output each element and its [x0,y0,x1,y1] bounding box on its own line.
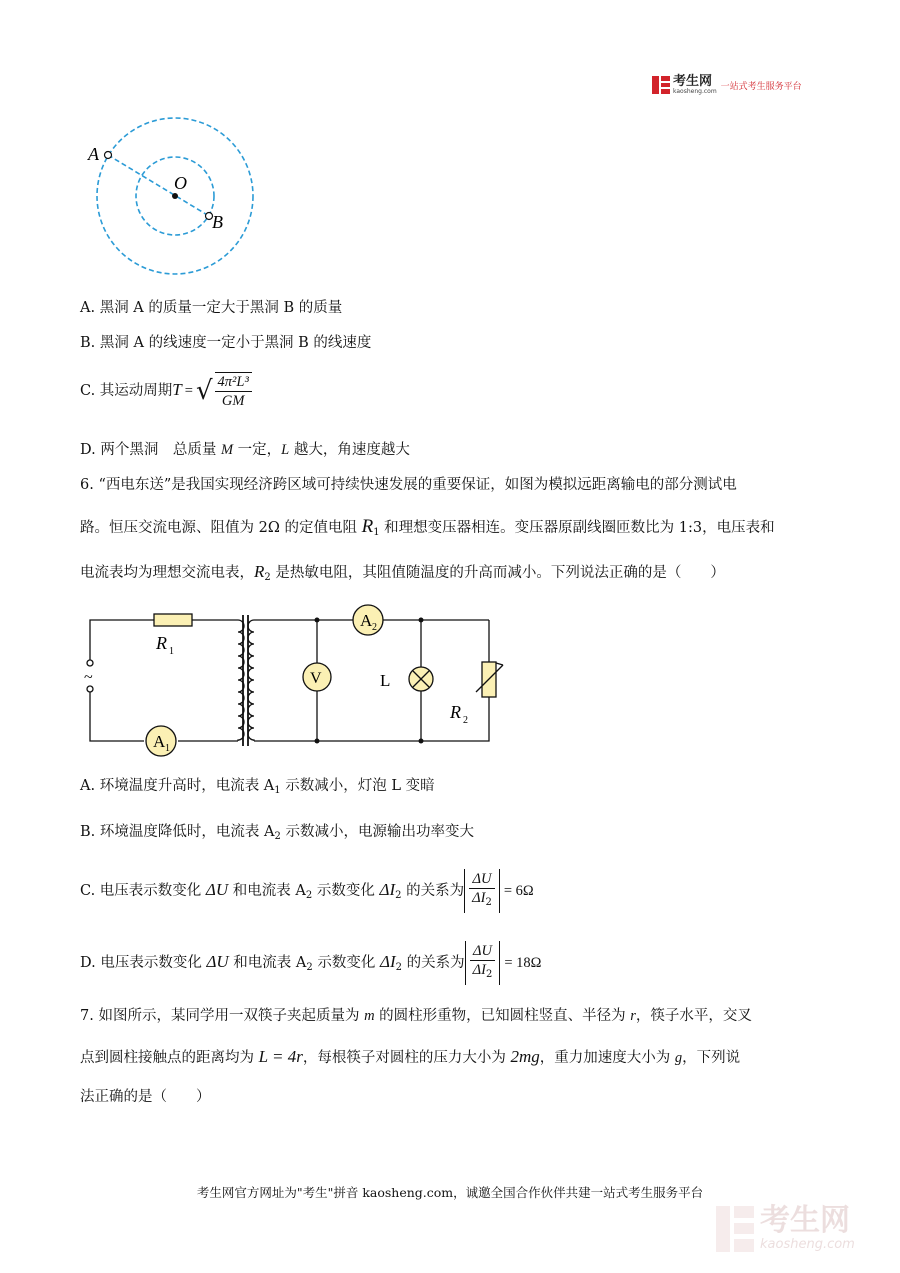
q6-c-text3: 示数变化 [312,883,380,899]
q6-l2-a: 路。恒压交流电源、阻值为 2Ω 的定值电阻 [80,520,362,536]
q7-l2-eq: L = 4r [258,1047,303,1066]
ac-terminal-bottom [87,686,93,692]
q6-d-sub: 2 [306,962,313,973]
q6-c-text4: 的关系为 [401,883,465,899]
junction-dot [419,739,424,744]
v-label: V [310,670,322,687]
a1-label: A [153,732,166,751]
q7-line2 [80,1047,740,1068]
q5-option-c [80,372,254,410]
header-logo [652,74,802,96]
q6-b-text2: 示数减小，电源输出功率变大 [280,824,474,840]
q6-c-abs [464,869,500,913]
label-o: O [174,173,187,193]
q5-option-a: A. 黑洞 A 的质量一定大于黑洞 B 的质量 [80,300,343,316]
q6-l2-b: 和理想变压器相连。变压器原副线圈匝数比为 1:3，电压表和 [379,520,775,536]
q6-option-b [80,822,474,847]
q6-d-abs [465,941,501,985]
q6-c-val: = 6Ω [503,883,534,899]
circuit-diagram [78,600,508,760]
q6-d-text2: 和电流表 A [228,955,307,971]
q5-option-d [80,440,410,460]
q7-l1-r: r [630,1008,636,1024]
q6-d-du: ΔU [206,952,229,971]
q6-c-text1: C. 电压表示数变化 [80,883,206,899]
logo-url: kaosheng.com [673,87,717,95]
q7-line1 [80,1006,752,1026]
junction-dot [315,618,320,623]
q7-l2-f: 2mg [510,1047,540,1066]
q5-d-text2: 一定， [233,442,282,458]
q5-c-fraction [215,372,252,410]
q5-c-den: GM [221,393,245,409]
q6-b-sub: 2 [274,831,281,842]
q7-l1-a: 7. 如图所示，某同学用一双筷子夹起质量为 [80,1008,365,1024]
r1-sub: 1 [169,646,174,657]
watermark-name: 考生网 [760,1203,850,1238]
q7-line3: 法正确的是（ ） [80,1089,211,1105]
logo-icon [652,76,670,94]
q7-l1-b: 的圆柱形重物，已知圆柱竖直、半径为 [374,1008,631,1024]
q5-d-l: L [281,442,290,458]
q6-d-text1: D. 电压表示数变化 [80,955,207,971]
q5-d-text1: D. 两个黑洞 总质量 [80,442,221,458]
q6-a-text1: A. 环境温度升高时，电流表 A [80,778,275,794]
sqrt-icon: √ [195,376,213,406]
q6-a-sub: 1 [274,785,281,796]
a2-label: A [360,611,373,630]
q6-option-c [80,868,534,918]
a1-sub: 1 [165,743,170,754]
q6-c-du: ΔU [205,880,229,899]
watermark [716,1205,855,1252]
ac-terminal-top [87,660,93,666]
q6-d-den: ΔI [472,962,486,978]
q5-c-lhs: T [172,380,182,399]
q6-b-text1: B. 环境温度降低时，电流表 A [80,824,275,840]
q6-d-text4: 的关系为 [402,955,465,971]
q6-d-di-sub: 2 [395,962,403,973]
label-a: A [88,144,99,164]
watermark-logo-icon [716,1206,754,1252]
q6-l2-rsub: 1 [373,527,380,538]
q7-l1-c: ，筷子水平，交叉 [635,1008,752,1024]
q6-c-sub: 2 [305,890,313,901]
r2-sub: 2 [463,715,468,726]
center-point [172,193,178,199]
r1-resistor [154,614,192,626]
lamp-label: L [380,671,391,690]
q6-c-den-sub: 2 [485,897,492,908]
q7-l2-c: ，重力加速度大小为 [539,1050,675,1066]
label-b: B [212,212,223,232]
q7-l2-a: 点到圆柱接触点的距离均为 [80,1050,259,1066]
watermark-url: kaosheng.com [760,1237,855,1252]
q6-line2 [80,517,775,543]
logo-name: 考生网 [673,73,713,89]
q5-option-b: B. 黑洞 A 的线速度一定小于黑洞 B 的线速度 [80,335,372,351]
binary-black-hole-figure [85,112,265,282]
logo-slogan: 一站式考生服务平台 [720,81,802,92]
q6-a-text2: 示数减小，灯泡 L 变暗 [280,778,435,794]
q6-d-text3: 示数变化 [312,955,380,971]
r1-label: R [156,633,167,653]
q7-l1-m: m [364,1008,375,1024]
q6-option-a [80,776,435,801]
ac-source-label: ~ [84,669,93,686]
black-hole-a [105,152,112,159]
q6-l3-r: R [254,562,265,581]
q6-c-text2: 和电流表 A [228,883,306,899]
q5-option-c-prefix: C. 其运动周期 [80,383,173,399]
q5-c-num: 4π²L³ [215,373,252,392]
q6-c-den: ΔI [472,890,486,906]
q6-line1: 6. “西电东送”是我国实现经济跨区域可持续快速发展的重要保证，如图为模拟远距离输电的部分测试电 [80,477,737,493]
q6-line3 [80,562,725,588]
q7-l2-d: ，下列说 [682,1050,741,1066]
q5-c-eq: = [184,383,193,399]
connecting-line [108,155,209,216]
q6-d-num: ΔU [470,942,496,961]
q5-d-m: M [220,442,234,458]
q6-l3-b: 是热敏电阻，其阻值随温度的升高而减小。下列说法正确的是（ ） [270,565,725,581]
r2-label: R [450,702,461,722]
junction-dot [419,618,424,623]
q6-l2-r: R [361,516,374,537]
q6-c-fraction [469,870,495,912]
q6-c-di: ΔI [379,880,396,899]
a2-sub: 2 [372,622,377,633]
q6-d-fraction [470,942,496,984]
q6-l3-a: 电流表均为理想交流电表， [80,565,254,581]
q6-option-d [80,940,541,990]
q6-d-val: = 18Ω [504,955,542,971]
q6-c-num: ΔU [469,870,495,889]
junction-dot [315,739,320,744]
q6-c-di-sub: 2 [395,890,402,901]
q6-d-di: ΔI [380,952,396,971]
q7-l2-g: g [674,1050,683,1066]
q6-d-den-sub: 2 [485,969,493,980]
q7-l2-b: ，每根筷子对圆柱的压力大小为 [302,1050,511,1066]
footer-text: 考生网官方网址为"考生"拼音 kaosheng.com，诚邀全国合作伙伴共建一站式考生服务平台 [196,1185,704,1200]
q6-l3-rsub: 2 [264,572,271,583]
q5-d-text3: 越大，角速度越大 [289,442,410,458]
